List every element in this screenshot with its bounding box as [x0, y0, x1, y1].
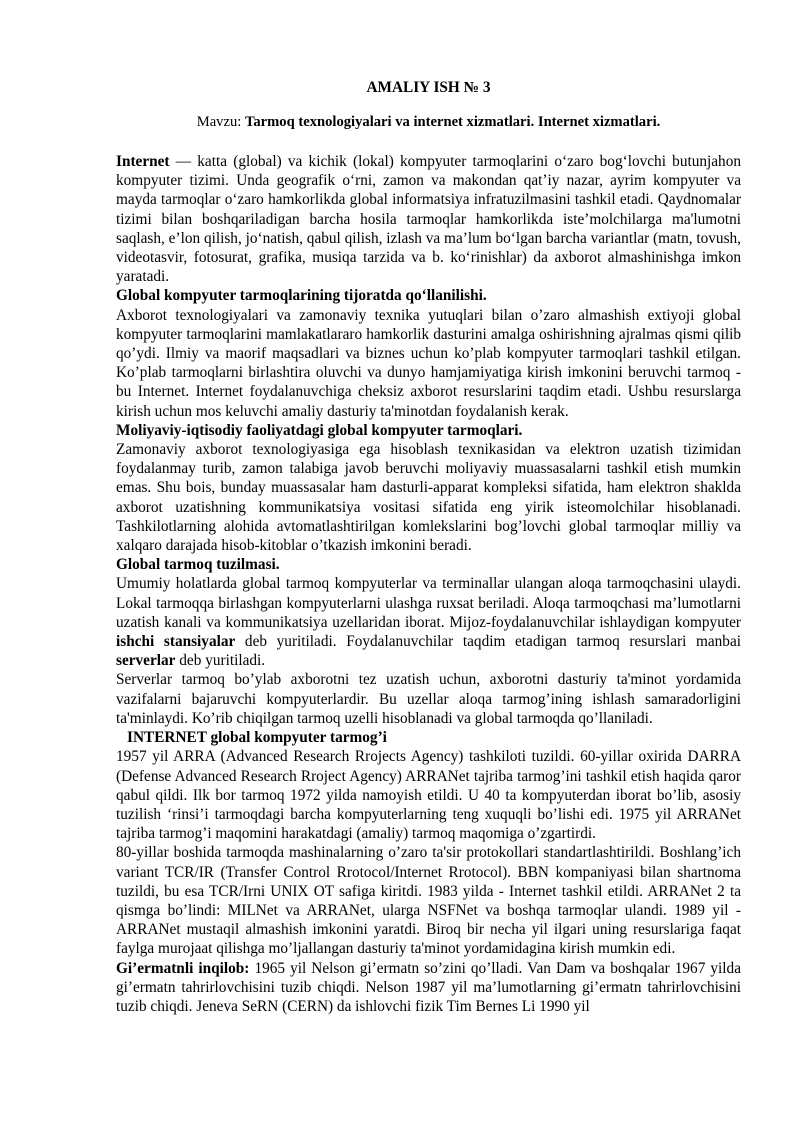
- section-text-finance: Zamonaviy axborot texnologiyasiga ega hisoblash texnikasidan va elektron uzatish tizimidan foydalanmay turib, zamon talabiga javob beruvchi moliyaviy muassasalarni tashkil etish mumkin emas. Shu bois, bunday muassasalar ham dasturli-apparat kompleksi sifatida, ham elektron shaklda axborot uzatishning kommunikatsiya vositasi sifatida eng yirik isteomolchilar hisoblanadi. Tashkilotlarning alohida avtomatlashtirilgan komlekslarini bog’lovchi global tarmoqlar milliy va xalqaro darajada hisob-kitoblar o’tkazish imkonini beradi.: [116, 441, 741, 555]
- section-text-structure: [116, 574, 741, 670]
- intro-text: — katta (global) va kichik (lokal) kompyuter tarmoqlarini o‘zaro bog‘lovchi butunjahon kompyuter tizimi. Unda geografik o‘rni, zamon va makondan qat’iy nazar, ayrim kompyuter va mayda tarmoqlar o‘zaro hamkorlikda global informatsiya infratuzilmasini tashkil etadi. Qaydnomalar tizimi bilan boshqariladigan barcha hosila tarmoqlar hamkorlikda iste’molchilarga ma'lumotni saqlash, e’lon qilish, jo‘natish, qabul qilish, izlash va ma’lum bo‘lgan barcha variantlar (matn, tovush, videotasvir, fotosurat, grafika, musiqa tarzida va b. ko‘rinishlar) da axborot almashinishga imkon yaratadi.: [116, 153, 741, 286]
- hypertext-label: Gi’ermatnli inqilob:: [116, 959, 250, 977]
- section-heading-commerce: Global kompyuter tarmoqlarining tijoratda qo‘llanilishi.: [116, 287, 487, 305]
- intro-term: Internet: [116, 153, 170, 170]
- term-servers: serverlar: [116, 652, 176, 670]
- section-heading-structure: Global tarmoq tuzilmasi.: [116, 556, 280, 574]
- topic-line: [116, 113, 741, 132]
- document-body: [116, 152, 741, 1016]
- section-text-history-2: 80-yillar boshida tarmoqda mashinalarning o’zaro ta'sir protokollari standartlashtirildi. Boshlang’ich variant TCR/IR (Transfer Control Rrotocol/Internet Rrotocol). BBN kompaniyasi bilan shartnoma tuzildi, bu esa TCR/Irni UNIX OT safiga kiritdi. 1983 yilda - Internet tashkil etildi. ARRANet 2 ta qismga bo’lindi: MILNet va ARRANet, ularga NSFNet va boshqa tarmoqlar ulandi. 1989 yil - ARRANet mustaqil almashish imkonini yaratdi. Biroq bir necha yil ilgari uning resurslariga faqat faylga murojaat qilishga mo’ljallangan dasturiy ta'minot yordamidagina kirish mumkin edi.: [116, 844, 741, 958]
- section-heading-internet: INTERNET global kompyuter tarmog’i: [127, 729, 387, 747]
- section-text-history-1: 1957 yil ARRA (Advanced Research Rrojects Agency) tashkiloti tuzildi. 60-yillar oxirida DARRA (Defense Advanced Research Rroject Agency) ARRANet tajriba tarmog’ini tashkil etish haqida qaror qabul qildi. Ilk bor tarmoq 1972 yilda namoyish etildi. U 40 ta kompyuterdan iborat bo’lib, asosiy tuzilish ‘rinsi’i tarmoqdagi barcha kompyuterlarning teng xuquqli bo’lishi edi. 1975 yil ARRANet tajriba tarmog’i maqomini harakatdagi (amaliy) tarmoq maqomiga o’zgartirdi.: [116, 748, 741, 843]
- section-text-commerce: Axborot texnologiyalari va zamonaviy texnika yutuqlari bilan o’zaro almashish extiyoji global kompyuter tarmoqlarini mamlakatlararo hamkorlik dasturini amalga oshirishning ajralmas qismi qilib qo’ydi. Ilmiy va maorif maqsadlari va biznes uchun ko’plab kompyuter tarmoqlari tashkil etilgan. Ko’plab tarmoqlarni birlashtira oluvchi va dunyo hamjamiyatiga kirish imkonini beruvchi tarmoq - bu Internet. Internet foydalanuvchiga cheksiz axborot resurslarini taqdim etadi. Ushbu resurslarga kirish uchun mos keluvchi amaliy dasturiy ta'minotdan foydalanish kerak.: [116, 306, 741, 420]
- structure-text-a: Umumiy holatlarda global tarmoq kompyuterlar va terminallar ulangan aloqa tarmoqchasini ulaydi. Lokal tarmoqqa birlashgan kompyuterlarni ulashga ruxsat beriladi. Aloqa tarmoqchasi ma’lumotlarni uzatish kanali va kommunikatsiya uzellaridan iborat. Mijoz-foydalanuvchilar ishlaydigan kompyuter: [116, 575, 741, 631]
- section-heading-finance: Moliyaviy-iqtisodiy faoliyatdagi global kompyuter tarmoqlari.: [116, 421, 523, 439]
- document-title: AMALIY ISH № 3: [366, 79, 491, 96]
- topic-text: Tarmoq texnologiyalari va internet xizmatlari. Internet xizmatlari.: [244, 114, 661, 130]
- intro-paragraph: [116, 152, 741, 286]
- term-workstations: ishchi stansiyalar: [116, 633, 236, 651]
- hypertext-text: 1965 yil Nelson gi’ermatn so’zini qo’lladi. Van Dam va boshqalar 1967 yilda gi’ermatn tahrirlovchisini tuzib chiqdi. Nelson 1987 yil ma’lumotlarning gi’ermatn tahrirlovchisini tuzib chiqdi. Jeneva SeRN (CERN) da ishlovchi fizik Tim Bernes Li 1990 yil: [116, 959, 741, 1015]
- section-text-servers: Serverlar tarmoq bo’ylab axborotni tez uzatish uchun, axborotni dasturiy ta'minot yordamida vazifalarni bajaruvchi kompyuterlardir. Bu uzellar aloqa tarmog’ining ishlash samaradorligini ta'minlaydi. Ko’rib chiqilgan tarmoq uzelli hisoblanadi va global tarmoqda qo’llaniladi.: [116, 671, 741, 727]
- structure-text-e: deb yuritiladi.: [175, 652, 266, 670]
- section-text-hypertext: [116, 959, 741, 1017]
- topic-prefix: Mavzu:: [196, 114, 242, 130]
- structure-text-c: deb yuritiladi. Foydalanuvchilar taqdim etadigan tarmoq resurslari manbai: [235, 633, 741, 651]
- document-page: [116, 58, 741, 1016]
